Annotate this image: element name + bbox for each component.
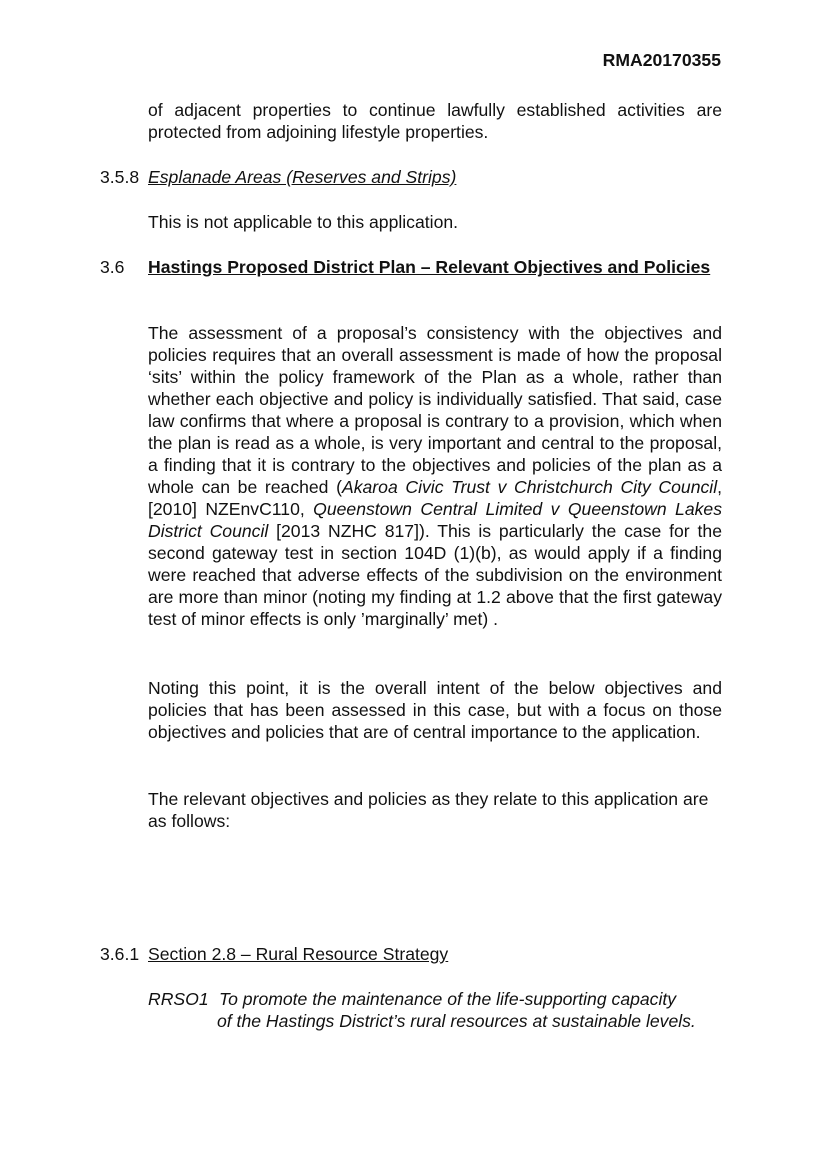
para1-text-c: [2013 NZHC 817]). This is particularly the case for the second gateway test in section 104D (1)(b), as would apply if a finding were reached that adverse effects of the subdivision on the environment are more than minor (noting my finding at 1.2 above that the first gateway test of minor effects is only ’marginally’ met) .	[148, 521, 722, 629]
case-citation-queenstown: Queenstown Central Limited v Queenstown Lakes District Council	[148, 499, 723, 541]
objective-code: RRSO1	[148, 989, 209, 1009]
section-3-6-1-title: Section 2.8 – Rural Resource Strategy	[148, 944, 449, 964]
section-3-6-1-number: 3.6.1	[100, 944, 140, 964]
case-citation-akaroa: Akaroa Civic Trust v Christchurch City Council	[341, 477, 718, 497]
objective-text-line-1: To promote the maintenance of the life-supporting capacity	[219, 989, 677, 1009]
section-3-6-paragraph-1	[148, 322, 722, 630]
section-3-6-paragraph-3: The relevant objectives and policies as they relate to this application are as follows:	[148, 789, 709, 831]
para1-text-a: The assessment of a proposal’s consistency with the objectives and policies requires that an overall assessment is made of how the proposal ‘sits’ within the policy framework of the Plan as a whole, rather than whether each objective and policy is individually satisfied. That said, case law confirms that where a proposal is contrary to a provision, which when the plan is read as a whole, is very important and central to the proposal, a finding that it is contrary to the objectives and policies of the plan as a whole can be reached (	[148, 323, 722, 497]
para1-text-b: , [2010] NZEnvC110,	[148, 477, 722, 519]
section-3-5-8-body: This is not applicable to this application.	[148, 212, 459, 232]
intro-continuation-paragraph: of adjacent properties to continue lawfully established activities are protected from adjoining lifestyle properties.	[148, 100, 722, 142]
objective-text-rest: of the Hastings District’s rural resources at sustainable levels.	[217, 1011, 696, 1031]
section-3-5-8-number: 3.5.8	[100, 167, 140, 187]
section-3-6-number: 3.6	[100, 257, 125, 277]
section-3-5-8-title: Esplanade Areas (Reserves and Strips)	[148, 167, 457, 187]
section-3-6-title: Hastings Proposed District Plan – Relevant Objectives and Policies	[148, 257, 711, 277]
section-3-6-paragraph-2: Noting this point, it is the overall intent of the below objectives and policies that has been assessed in this case, but with a focus on those objectives and policies that are of central importance to the application.	[148, 678, 722, 742]
document-reference: RMA20170355	[602, 50, 721, 70]
